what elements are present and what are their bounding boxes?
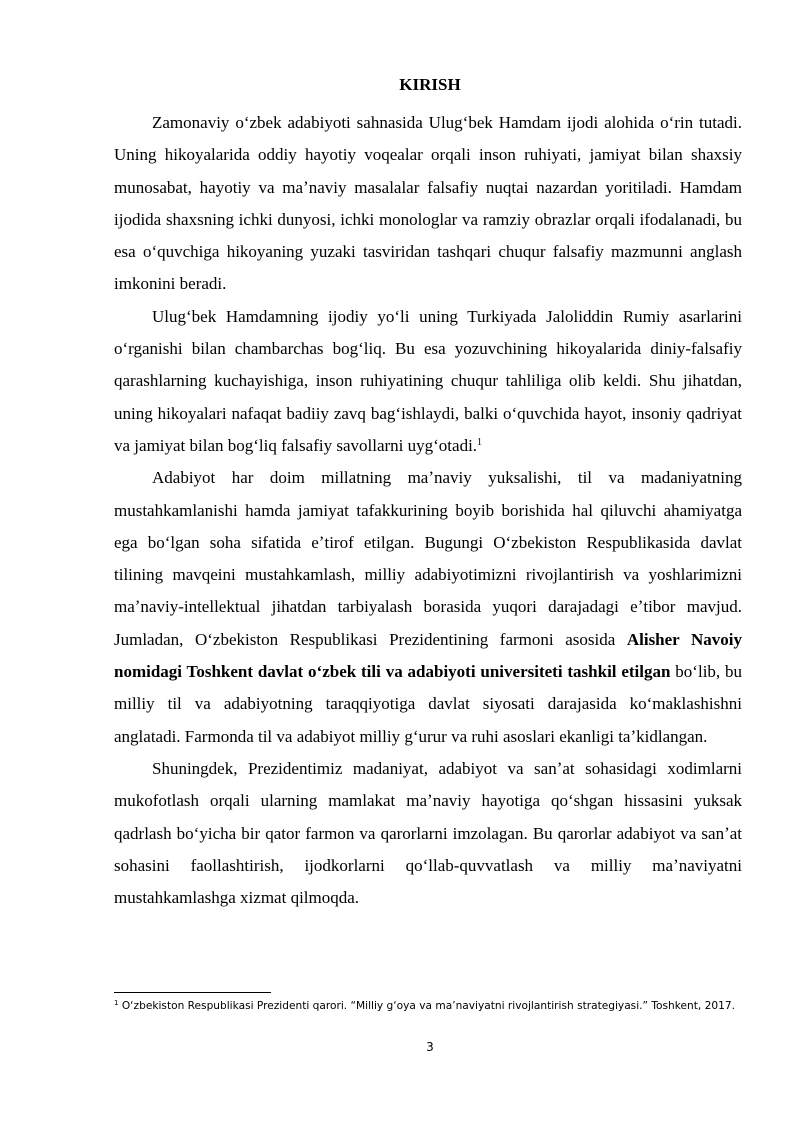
paragraph-3-bold-text: Alisher Navoiy nomidagi Toshkent davlat oʻzbek tili va adabiyoti universiteti tashkil etilgan: [114, 629, 743, 682]
paragraph-3-text-end: boʻlib, bu milliy til va adabiyotning taraqqiyotiga davlat siyosati darajasida koʻmaklashishni anglatadi. Farmonda til va adabiyot milliy gʻurur va ruhi asoslari ekanligi taʼkidlangan.: [114, 662, 743, 746]
paragraph-3-text-start: Adabiyot har doim millatning maʼnaviy yuksalishi, til va madaniyatning mustahkamlanishi hamda jamiyat tafakkurining boyib borishida hal qiluvchi ahamiyatga ega boʻlgan soha sifatida eʼtirof etilgan. Bugungi Oʻzbekiston Respublikasida davlat tilining mavqeini mustahkamlash, milliy adabiyotimizni rivojlantirish va yoshlarimizni maʼnaviy-intellektual jihatdan tarbiyalash borasida yuqori darajadagi eʼtibor mavjud. Jumladan, Oʻzbekiston Respublikasi Prezidentining farmoni asosida: [114, 468, 742, 649]
paragraph-2: [114, 301, 742, 462]
footnote: [114, 997, 742, 1015]
paragraph-1: Zamonaviy oʻzbek adabiyoti sahnasida Ulugʻbek Hamdam ijodi alohida oʻrin tutadi. Uning hikoyalarida oddiy hayotiy voqealar orqali inson ruhiyati, jamiyat bilan shaxsiy munosabat, hayotiy va maʼnaviy masalalar falsafiy nuqtai nazardan yoritiladi. Hamdam ijodida shaxsning ichki dunyosi, ichki monologlar va ramziy obrazlar orqali ifodalanadi, bu esa oʻquvchiga hikoyaning yuzaki tasviridan tashqari chuqur falsafiy mazmunni anglash imkonini beradi.: [114, 113, 742, 294]
footnote-number: 1: [114, 999, 119, 1007]
page-number: 3: [426, 1040, 434, 1054]
footnote-reference[interactable]: 1: [477, 436, 483, 448]
footnote-separator: [114, 992, 271, 993]
paragraph-4: Shuningdek, Prezidentimiz madaniyat, adabiyot va sanʼat sohasidagi xodimlarni mukofotlash orqali ularning mamlakat maʼnaviy hayotiga qoʻshgan hissasini yuksak qadrlash boʻyicha bir qator farmon va qarorlarni imzolagan. Bu qarorlar adabiyot va sanʼat sohasini faollashtirish, ijodkorlarni qoʻllab-quvvatlash va milliy maʼnaviyatni mustahkamlashga xizmat qilmoqda.: [114, 758, 742, 908]
footnote-text: O‘zbekiston Respublikasi Prezidenti qarori. “Milliy g‘oya va ma’naviyatni rivojlantirish strategiyasi.” Toshkent, 2017.: [118, 1000, 735, 1012]
body-text: [114, 107, 742, 914]
paragraph-2-text: Ulugʻbek Hamdamning ijodiy yoʻli uning Turkiyada Jaloliddin Rumiy asarlarini oʻrganishi bilan chambarchas bogʻliq. Bu esa yozuvchining hikoyalarida diniy-falsafiy qarashlarning kuchayishiga, inson ruhiyatining chuqur tahliliga olib keldi. Shu jihatdan, uning hikoyalari nafaqat badiiy zavq bagʻishlaydi, balki oʻquvchida hayot, insoniy qadriyat va jamiyat bilan bogʻliq falsafiy savollarni uygʻotadi.: [114, 306, 742, 455]
page-heading: KIRISH: [399, 75, 461, 94]
paragraph-3: [114, 462, 742, 753]
